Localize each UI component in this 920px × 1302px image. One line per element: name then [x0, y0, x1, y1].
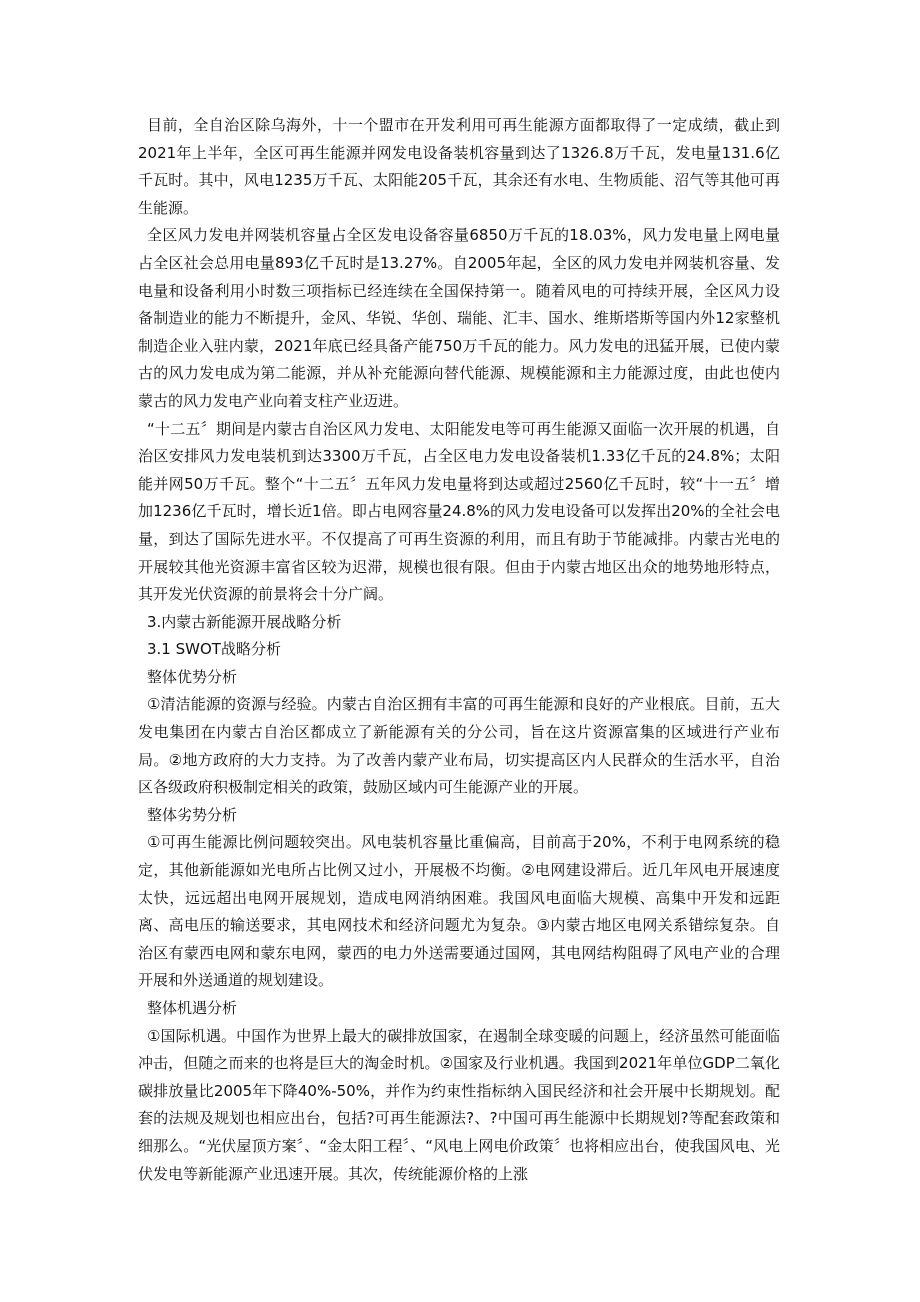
heading-weaknesses: 整体劣势分析	[147, 805, 238, 824]
paragraph-weaknesses: ①可再生能源比例问题较突出。风电装机容量比重偏高，目前高于20%，不利于电网系统的稳定，其他新能源如光电所占比例又过小，开展极不均衡。②电网建设滞后。近几年风电开展速度太快，远远超出电网开展规划，造成电网消纳困难。我国风电面临大规模、高集中开发和远距离、高电压的输送要求，其电网技术和经济问题尤为复杂。③内蒙古地区电网关系错综复杂。自治区有蒙西电网和蒙东电网，蒙西的电力外送需要通过国网，其电网结构阻碍了风电产业的合理开展和外送通道的规划建设。	[138, 833, 780, 990]
paragraph-five-year-plan: “十二五〞期间是内蒙古自治区风力发电、太阳能发电等可再生能源又面临一次开展的机遇，自治区安排风力发电装机到达3300万千瓦，占全区电力发电设备装机1.33亿千瓦的24.8%；太阳能并网50万千瓦。整个“十二五〞五年风力发电量将到达或超过2560亿千瓦时，较“十一五〞增加1236亿千瓦时，增长近1倍。即占电网容量24.8%的风力发电设备可以发挥出20%的全社会电量，到达了国际先进水平。不仅提高了可再生资源的利用，而且有助于节能减排。内蒙古光电的开展较其他光资源丰富省区较为迟滞，规模也很有限。但由于内蒙古地区出众的地势地形特点，其开发光伏资源的前景将会十分广阔。	[138, 419, 780, 604]
heading-opportunities: 整体机遇分析	[147, 999, 238, 1017]
paragraph-renewable-status: 目前，全自治区除乌海外，十一个盟市在开发利用可再生能源方面都取得了一定成绩，截止到2021年上半年，全区可再生能源并网发电设备装机容量到达了1326.8万千瓦，发电量131.6亿千瓦时。其中，风电1235万千瓦、太阳能205千瓦，其余还有水电、生物质能、沼气等其他可再生能源。	[138, 116, 780, 217]
heading-strengths: 整体优势分析	[147, 667, 238, 686]
paragraph-wind-power-share: 全区风力发电并网装机容量占全区发电设备容量6850万千瓦的18.03%，风力发电量上网电量占全区社会总用电量893亿千瓦时是13.27%。自2005年起，全区的风力发电并网装机容量、发电量和设备利用小时数三项指标已经连续在全国保持第一。随着风电的可持续开展，全区风力设备制造业的能力不断提升，金风、华锐、华创、瑞能、汇丰、国水、维斯塔斯等国内外12家整机制造企业入驻内蒙，2021年底已经具备产能750万千瓦的能力。风力发电的迅猛开展，已使内蒙古的风力发电成为第二能源，并从补充能源向替代能源、规模能源和主力能源过度，由此也使内蒙古的风力发电产业向着支柱产业迈进。	[138, 226, 780, 410]
paragraph-strengths: ①清洁能源的资源与经验。内蒙古自治区拥有丰富的可再生能源和良好的产业根底。目前，五大发电集团在内蒙古自治区都成立了新能源有关的分公司，旨在这片资源富集的区域进行产业布局。②地方政府的大力支持。为了改善内蒙产业布局，切实提高区内人民群众的生活水平，自治区各级政府积极制定相关的政策，鼓励区域内可生能源产业的开展。	[138, 695, 780, 797]
section-heading-strategy: 3.内蒙古新能源开展战略分析	[147, 612, 342, 631]
subsection-heading-swot: 3.1 SWOT战略分析	[147, 640, 281, 659]
document-body	[138, 112, 780, 1188]
paragraph-opportunities: ①国际机遇。中国作为世界上最大的碳排放国家，在遏制全球变暖的问题上，经济虽然可能面临冲击，但随之而来的也将是巨大的淘金时机。②国家及行业机遇。我国到2021年单位GDP二氧化碳排放量比2005年下降40%-50%，并作为约束性指标纳入国民经济和社会开展中长期规划。配套的法规及规划也相应出台，包括?可再生能源法?、?中国可再生能源中长期规划?等配套政策和细那么。“光伏屋顶方案〞、“金太阳工程〞、“风电上网电价政策〞也将相应出台，使我国风电、光伏发电等新能源产业迅速开展。其次，传统能源价格的上涨	[138, 1026, 780, 1183]
